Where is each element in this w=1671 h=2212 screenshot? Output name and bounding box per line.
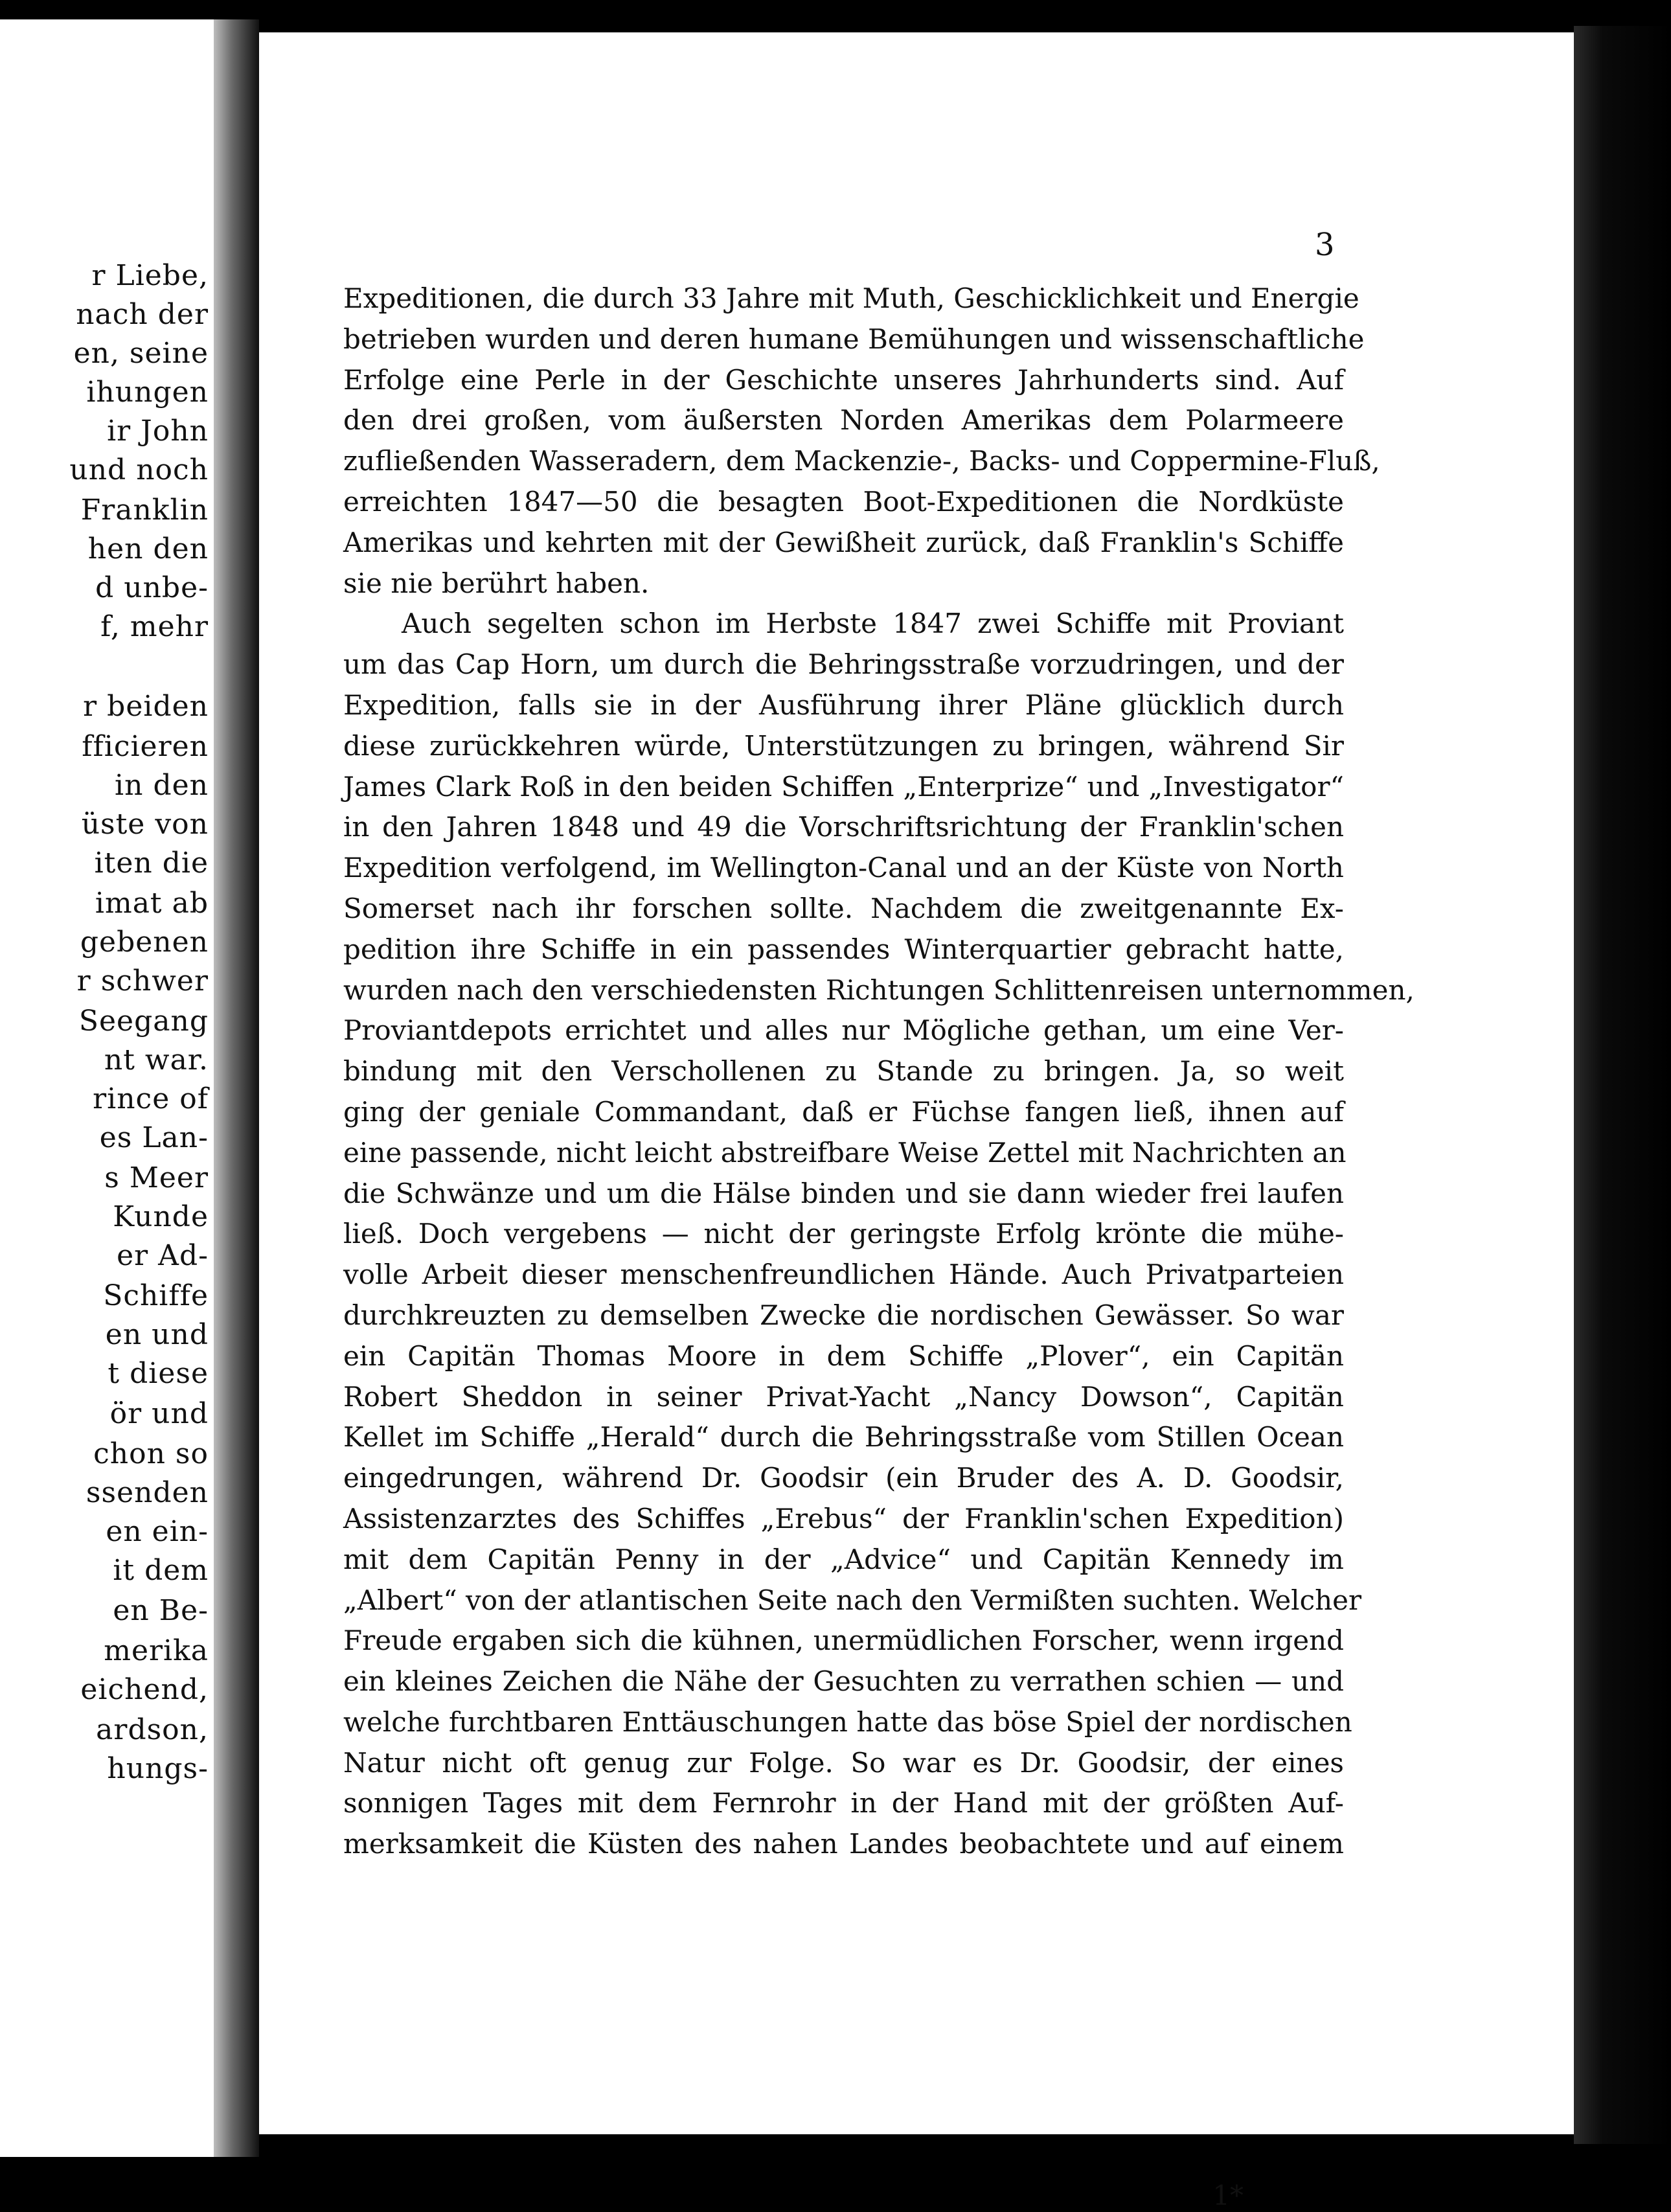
left-page-line: es Lan-: [99, 1121, 209, 1154]
text-line: erreichten 1847—50 die besagten Boot-Expeditionen die Nordküste: [343, 485, 1344, 518]
text-line: diese zurückkehren würde, Unterstützungen zu bringen, während Sir: [343, 729, 1344, 762]
book-page: [259, 32, 1574, 2211]
left-page-line: f, mehr: [100, 610, 209, 643]
text-line: ließ. Doch vergebens — nicht der geringste Erfolg krönte die mühe-: [343, 1218, 1344, 1250]
left-page-line: gebenen: [80, 926, 209, 959]
left-page-line: r schwer: [76, 964, 209, 998]
text-line: zufließenden Wasseradern, dem Mackenzie-, Backs- und Coppermine-Fluß,: [343, 445, 1380, 477]
left-page-line: fficieren: [82, 730, 209, 763]
text-line: Somerset nach ihr forschen sollte. Nachdem die zweitgenannte Ex-: [343, 892, 1344, 924]
text-line: ging der geniale Commandant, daß er Füchse fangen ließ, ihnen auf: [343, 1095, 1344, 1128]
left-page-line: t diese: [108, 1357, 209, 1390]
text-line: eine passende, nicht leicht abstreifbare Weise Zettel mit Nachrichten an: [343, 1136, 1347, 1169]
text-line: welche furchtbaren Enttäuschungen hatte das böse Spiel der nordischen: [343, 1705, 1352, 1738]
text-line: bindung mit den Verschollenen zu Stande zu bringen. Ja, so weit: [343, 1055, 1344, 1088]
left-page-line: s Meer: [104, 1161, 209, 1194]
page-edge: [1574, 26, 1671, 2144]
text-line: Auch segelten schon im Herbste 1847 zwei Schiffe mit Proviant: [402, 608, 1344, 640]
left-page-line: Schiffe: [103, 1279, 209, 1312]
text-line: Kellet im Schiffe „Herald“ durch die Behringsstraße vom Stillen Ocean: [343, 1421, 1344, 1454]
text-line: volle Arbeit dieser menschenfreundlichen Hände. Auch Privatparteien: [343, 1259, 1344, 1291]
left-page-line: r beiden: [83, 690, 209, 723]
body-text: [343, 279, 1415, 1865]
left-page-line: hungs-: [107, 1752, 209, 1785]
text-line: um das Cap Horn, um durch die Behringsstraße vorzudringen, und der: [343, 648, 1344, 681]
text-line: Expedition verfolgend, im Wellington-Canal und an der Küste von North: [343, 852, 1344, 884]
text-line: pedition ihre Schiffe in ein passendes Winterquartier gebracht hatte,: [343, 933, 1344, 965]
text-line: den drei großen, vom äußersten Norden Amerikas dem Polarmeere: [343, 404, 1344, 437]
left-page-line: merika: [104, 1634, 209, 1667]
left-page-line: in den: [115, 769, 209, 802]
left-page-line: iten die: [94, 847, 209, 880]
text-line: Expedition, falls sie in der Ausführung ihrer Pläne glücklich durch: [343, 689, 1344, 721]
left-page-line: hen den: [87, 532, 209, 565]
left-page-line: en Be-: [113, 1594, 209, 1627]
text-line: Amerikas und kehrten mit der Gewißheit zurück, daß Franklin's Schiffe: [343, 526, 1344, 558]
left-page-line: er Ad-: [117, 1239, 209, 1272]
left-page-line: Franklin: [80, 494, 209, 527]
text-line: wurden nach den verschiedensten Richtungen Schlittenreisen unternommen,: [343, 974, 1415, 1006]
text-line: Erfolge eine Perle in der Geschichte unseres Jahrhunderts sind. Auf: [343, 363, 1344, 396]
text-line: Freude ergaben sich die kühnen, unermüdlichen Forscher, wenn irgend: [343, 1625, 1344, 1657]
left-page-line: nach der: [76, 298, 209, 331]
text-line: Assistenzarztes des Schiffes „Erebus“ der Franklin'schen Expedition): [343, 1502, 1344, 1534]
text-line: durchkreuzten zu demselben Zwecke die nordischen Gewässer. So war: [343, 1299, 1344, 1331]
text-line: ein kleines Zeichen die Nähe der Gesuchten zu verrathen schien — und: [343, 1665, 1344, 1698]
book-gutter: [214, 19, 259, 2157]
left-page-line: d unbe-: [95, 571, 209, 604]
text-line: in den Jahren 1848 und 49 die Vorschriftsrichtung der Franklin'schen: [343, 811, 1344, 843]
left-page-line: en und: [105, 1318, 209, 1351]
text-line: merksamkeit die Küsten des nahen Landes beobachtete und auf einem: [343, 1828, 1344, 1860]
text-line: sie nie berührt haben.: [343, 567, 650, 599]
signature-mark: 1*: [1212, 2180, 1244, 2211]
left-page-line: und noch: [69, 453, 209, 486]
text-line: Expeditionen, die durch 33 Jahre mit Muth, Geschicklichkeit und Energie: [343, 282, 1359, 314]
left-page-line: üste von: [81, 808, 209, 841]
left-page-line: chon so: [93, 1437, 209, 1470]
text-line: Proviantdepots errichtet und alles nur Mögliche gethan, um eine Ver-: [343, 1014, 1344, 1047]
left-page-line: Seegang: [78, 1005, 209, 1038]
left-page-line: en ein-: [106, 1515, 209, 1548]
left-page-line: it dem: [113, 1554, 209, 1587]
left-page-fragment: [0, 19, 214, 2157]
text-line: „Albert“ von der atlantischen Seite nach den Vermißten suchten. Welcher: [343, 1584, 1362, 1616]
text-line: Natur nicht oft genug zur Folge. So war es Dr. Goodsir, der eines: [343, 1746, 1344, 1779]
text-line: betrieben wurden und deren humane Bemühungen und wissenschaftliche: [343, 323, 1365, 355]
left-page-line: eichend,: [80, 1673, 209, 1706]
text-line: mit dem Capitän Penny in der „Advice“ und Capitän Kennedy im: [343, 1543, 1344, 1575]
page-number: 3: [1315, 227, 1335, 263]
text-line: die Schwänze und um die Hälse binden und sie dann wieder frei laufen: [343, 1177, 1344, 1209]
left-page-line: en, seine: [73, 337, 209, 370]
left-page-line: nt war.: [104, 1043, 209, 1077]
left-page-line: ör und: [109, 1397, 209, 1430]
left-page-line: ssenden: [85, 1476, 209, 1509]
left-page-line: rince of: [93, 1082, 209, 1115]
left-page-line: ardson,: [96, 1713, 209, 1746]
text-line: ein Capitän Thomas Moore in dem Schiffe „Plover“, ein Capitän: [343, 1340, 1344, 1372]
left-page-line: imat ab: [95, 887, 209, 920]
left-page-line: ihungen: [86, 376, 209, 409]
left-page-line: ir John: [107, 415, 209, 448]
left-page-line: r Liebe,: [91, 259, 209, 292]
left-page-line: Kunde: [113, 1200, 209, 1233]
text-line: eingedrungen, während Dr. Goodsir (ein Bruder des A. D. Goodsir,: [343, 1462, 1344, 1494]
text-line: Robert Sheddon in seiner Privat-Yacht „Nancy Dowson“, Capitän: [343, 1380, 1344, 1413]
text-line: sonnigen Tages mit dem Fernrohr in der Hand mit der größten Auf-: [343, 1787, 1344, 1819]
text-line: James Clark Roß in den beiden Schiffen „Enterprize“ und „Investigator“: [343, 770, 1344, 803]
